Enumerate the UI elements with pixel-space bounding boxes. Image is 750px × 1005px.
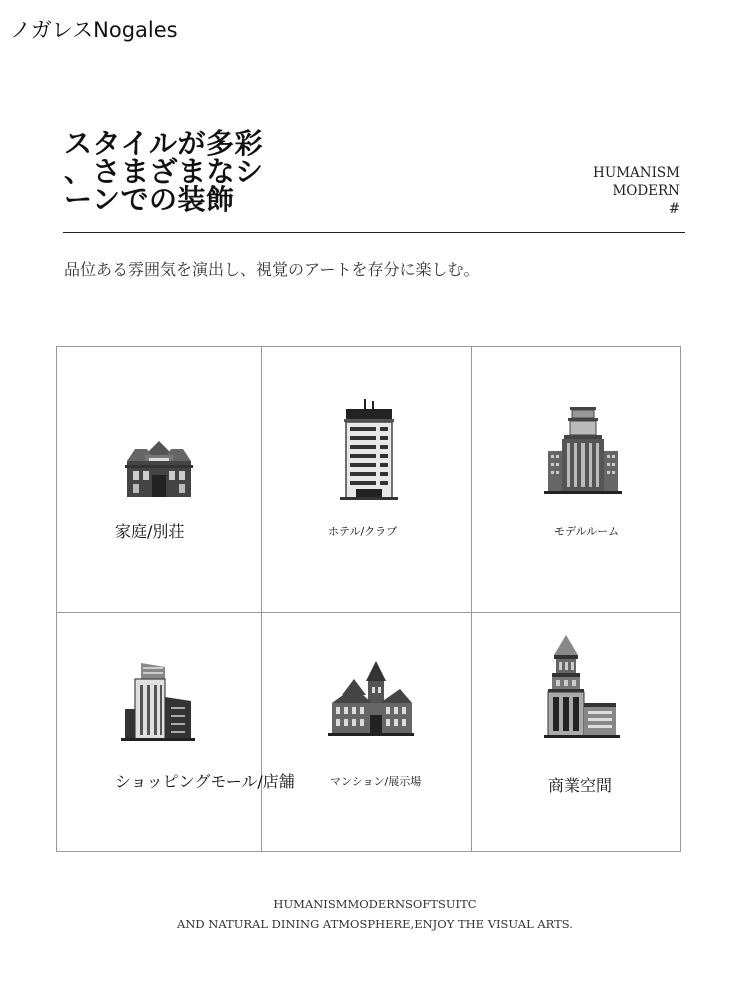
category-label-shopping-mall: ショッピングモール/店舗 [115, 772, 295, 791]
category-cell-hotel[interactable] [262, 347, 471, 612]
subline: 品位ある雰囲気を演出し、視覚のアートを存分に楽しむ。 [64, 260, 480, 279]
category-label-commercial: 商業空間 [548, 776, 613, 795]
headline-line-3: ーンでの装飾 [64, 183, 235, 216]
category-cell-model-room[interactable] [472, 347, 680, 612]
category-grid [56, 346, 681, 852]
headline [64, 127, 294, 216]
category-cell-home[interactable] [57, 347, 261, 612]
category-label-hotel: ホテル/クラブ [328, 525, 398, 538]
headline-line-2: 、さまざまなシ [64, 155, 264, 188]
mall-icon [121, 661, 195, 741]
category-cell-commercial[interactable] [472, 613, 680, 851]
tower-icon [544, 405, 622, 495]
category-label-mansion: マンション/展示場 [330, 775, 422, 788]
footer-line-2: AND NATURAL DINING ATMOSPHERE,ENJOY THE VISUAL ARTS. [177, 917, 573, 931]
category-cell-shopping-mall[interactable] [57, 613, 295, 851]
humanism-tag [593, 164, 680, 218]
tag-line-2: MODERN [612, 183, 680, 199]
category-cell-mansion[interactable] [262, 613, 471, 851]
hotel-icon [338, 397, 400, 501]
tag-line-1: HUMANISM [593, 165, 680, 181]
tag-line-3: # [668, 201, 680, 217]
divider [63, 232, 685, 233]
brand-name: ノガレスNogales [10, 18, 178, 42]
commercial-building-icon [544, 633, 620, 739]
category-label-model-room: モデルルーム [554, 525, 620, 538]
mansion-icon [328, 659, 414, 737]
footer-line-1: HUMANISMMODERNSOFTSUITC [273, 897, 477, 911]
category-label-home: 家庭/別荘 [115, 522, 185, 541]
house-icon [121, 439, 197, 499]
headline-line-1: スタイルが多彩 [64, 127, 263, 160]
